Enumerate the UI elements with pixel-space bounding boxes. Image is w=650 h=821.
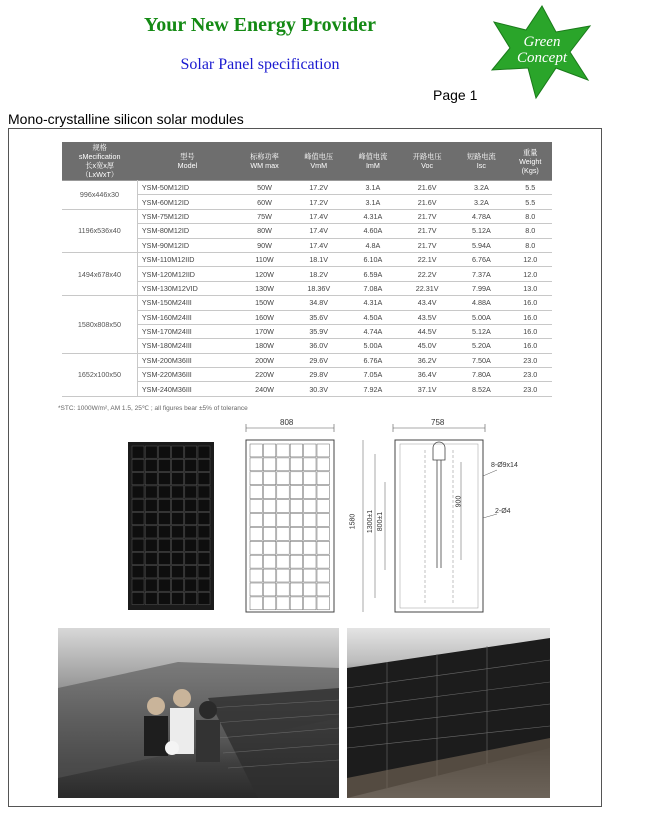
solar-array-rooftop-photo xyxy=(347,628,550,798)
value-cell: 17.4V xyxy=(292,238,346,252)
solar-cell xyxy=(198,513,210,525)
value-cell: 60W xyxy=(237,195,291,209)
height-outer-label: 1300±1 xyxy=(367,509,375,534)
column-header-line: 短路电流 xyxy=(466,152,496,161)
solar-cell xyxy=(158,473,170,485)
tolerance-note: *STC: 1000W/m², AM 1.5, 25℃ ; all figures bear ±5% of tolerance xyxy=(58,405,248,412)
solar-cell xyxy=(132,446,144,458)
value-cell: 50W xyxy=(237,181,291,195)
solar-cell xyxy=(158,526,170,538)
model-cell: YSM-150M24III xyxy=(137,296,237,310)
solar-cell xyxy=(198,486,210,498)
value-cell: 5.5 xyxy=(508,181,552,195)
spec-table xyxy=(62,142,552,397)
solar-cell xyxy=(185,513,197,525)
solar-cell xyxy=(172,566,184,578)
solar-cell xyxy=(132,539,144,551)
value-cell: 90W xyxy=(237,238,291,252)
ground-label: 2-Ø4 xyxy=(495,508,511,515)
value-cell: 12.0 xyxy=(508,267,552,281)
solar-cell xyxy=(158,592,170,604)
value-cell: 8.0 xyxy=(508,224,552,238)
value-cell: 8.0 xyxy=(508,238,552,252)
value-cell: 29.6V xyxy=(292,353,346,367)
solar-cell xyxy=(158,459,170,471)
value-cell: 45.0V xyxy=(400,339,454,353)
solar-cell xyxy=(172,459,184,471)
solar-cell xyxy=(185,526,197,538)
module-cell-grid xyxy=(128,442,214,610)
value-cell: 30.3V xyxy=(292,382,346,396)
value-cell: 17.4V xyxy=(292,209,346,223)
solar-cell xyxy=(158,446,170,458)
value-cell: 5.12A xyxy=(454,324,508,338)
value-cell: 43.4V xyxy=(400,296,454,310)
value-cell: 7.80A xyxy=(454,368,508,382)
value-cell: 4.78A xyxy=(454,209,508,223)
value-cell: 80W xyxy=(237,224,291,238)
value-cell: 200W xyxy=(237,353,291,367)
solar-cell xyxy=(172,499,184,511)
height-total-label: 1580 xyxy=(349,513,357,530)
page-title: Your New Energy Provider xyxy=(143,14,376,36)
table-row xyxy=(62,209,552,223)
solar-cell xyxy=(158,579,170,591)
solar-cell xyxy=(145,459,157,471)
front-width-label: 808 xyxy=(280,418,294,427)
value-cell: 16.0 xyxy=(508,324,552,338)
value-cell: 17.2V xyxy=(292,181,346,195)
solar-cell xyxy=(132,473,144,485)
page-subtitle: Solar Panel specification xyxy=(180,56,340,73)
rooftop-photo-shapes xyxy=(58,628,339,798)
model-cell: YSM-90M12ID xyxy=(137,238,237,252)
value-cell: 4.60A xyxy=(346,224,400,238)
module-back-drawing xyxy=(349,418,525,618)
model-cell: YSM-120M12IID xyxy=(137,267,237,281)
solar-cell xyxy=(132,566,144,578)
solar-cell xyxy=(185,552,197,564)
column-header xyxy=(237,142,291,181)
value-cell: 8.0 xyxy=(508,209,552,223)
value-cell: 18.1V xyxy=(292,252,346,266)
size-cell: 1580x808x50 xyxy=(62,296,137,354)
solar-cell xyxy=(198,446,210,458)
solar-cell xyxy=(145,592,157,604)
value-cell: 7.92A xyxy=(346,382,400,396)
value-cell: 36.4V xyxy=(400,368,454,382)
column-header xyxy=(346,142,400,181)
value-cell: 44.5V xyxy=(400,324,454,338)
solar-cell xyxy=(172,446,184,458)
page-number: Page 1 xyxy=(433,87,478,103)
solar-cell xyxy=(132,552,144,564)
solar-cell xyxy=(132,592,144,604)
solar-cell xyxy=(132,526,144,538)
table-row xyxy=(62,252,552,266)
column-header xyxy=(137,142,237,181)
solar-cell xyxy=(145,513,157,525)
value-cell: 37.1V xyxy=(400,382,454,396)
value-cell: 7.50A xyxy=(454,353,508,367)
value-cell: 120W xyxy=(237,267,291,281)
value-cell: 170W xyxy=(237,324,291,338)
solar-cell xyxy=(185,566,197,578)
solar-cell xyxy=(185,473,197,485)
column-header-line: 长x宽x厚 xyxy=(85,161,115,170)
column-header-line: 峰值电流 xyxy=(358,152,388,161)
solar-cell xyxy=(172,513,184,525)
value-cell: 7.08A xyxy=(346,281,400,295)
solar-cell xyxy=(145,486,157,498)
solar-cell xyxy=(145,499,157,511)
value-cell: 4.31A xyxy=(346,296,400,310)
solar-cell xyxy=(185,539,197,551)
value-cell: 21.6V xyxy=(400,181,454,195)
model-cell: YSM-200M36III xyxy=(137,353,237,367)
solar-cell xyxy=(145,552,157,564)
value-cell: 160W xyxy=(237,310,291,324)
logo-text-green: Green xyxy=(523,34,561,50)
solar-cell xyxy=(132,499,144,511)
solar-cell xyxy=(172,526,184,538)
value-cell: 12.0 xyxy=(508,252,552,266)
value-cell: 16.0 xyxy=(508,339,552,353)
module-front-drawing xyxy=(240,418,340,618)
column-header-line: Voc xyxy=(421,161,434,170)
height-inner-label: 800±1 xyxy=(377,511,385,532)
column-header-line: 标称功率 xyxy=(250,152,279,161)
table-row xyxy=(62,296,552,310)
array-photo-shapes xyxy=(347,628,550,798)
value-cell: 5.12A xyxy=(454,224,508,238)
value-cell: 22.31V xyxy=(400,281,454,295)
back-width-label: 758 xyxy=(431,418,445,427)
value-cell: 150W xyxy=(237,296,291,310)
green-concept-logo xyxy=(486,4,592,100)
value-cell: 6.76A xyxy=(346,353,400,367)
solar-cell xyxy=(158,539,170,551)
junction-gap-label: 900 xyxy=(455,495,463,508)
value-cell: 35.6V xyxy=(292,310,346,324)
solar-cell xyxy=(185,499,197,511)
section-heading: Mono-crystalline silicon solar modules xyxy=(8,111,244,127)
solar-cell xyxy=(198,459,210,471)
value-cell: 240W xyxy=(237,382,291,396)
solar-cell xyxy=(172,486,184,498)
value-cell: 16.0 xyxy=(508,296,552,310)
value-cell: 3.2A xyxy=(454,181,508,195)
solar-cell xyxy=(198,592,210,604)
value-cell: 6.10A xyxy=(346,252,400,266)
logo-text-concept: Concept xyxy=(517,50,567,66)
value-cell: 8.52A xyxy=(454,382,508,396)
column-header-line: 开路电压 xyxy=(412,152,442,161)
solar-cell xyxy=(172,592,184,604)
solar-cell xyxy=(145,579,157,591)
value-cell: 23.0 xyxy=(508,368,552,382)
value-cell: 4.31A xyxy=(346,209,400,223)
value-cell: 21.7V xyxy=(400,238,454,252)
value-cell: 18.2V xyxy=(292,267,346,281)
column-header xyxy=(508,142,552,181)
value-cell: 21.6V xyxy=(400,195,454,209)
module-front-svg xyxy=(240,418,340,618)
value-cell: 18.36V xyxy=(292,281,346,295)
value-cell: 3.2A xyxy=(454,195,508,209)
value-cell: 21.7V xyxy=(400,209,454,223)
solar-cell xyxy=(198,566,210,578)
value-cell: 110W xyxy=(237,252,291,266)
column-header-line: 型号 xyxy=(180,152,195,161)
solar-cell xyxy=(172,473,184,485)
column-header xyxy=(454,142,508,181)
solar-cell xyxy=(132,513,144,525)
model-cell: YSM-110M12IID xyxy=(137,252,237,266)
value-cell: 36.0V xyxy=(292,339,346,353)
solar-cell xyxy=(198,526,210,538)
column-header-line: 规格 xyxy=(92,143,107,152)
value-cell: 7.37A xyxy=(454,267,508,281)
solar-cell xyxy=(158,499,170,511)
value-cell: 4.8A xyxy=(346,238,400,252)
model-cell: YSM-240M36III xyxy=(137,382,237,396)
model-cell: YSM-60M12ID xyxy=(137,195,237,209)
solar-cell xyxy=(185,459,197,471)
model-cell: YSM-130M12VID xyxy=(137,281,237,295)
model-cell: YSM-220M36III xyxy=(137,368,237,382)
size-cell: 1494x678x40 xyxy=(62,252,137,295)
model-cell: YSM-180M24III xyxy=(137,339,237,353)
solar-cell xyxy=(158,513,170,525)
table-row xyxy=(62,181,552,195)
solar-cell xyxy=(145,566,157,578)
size-cell: 1196x536x40 xyxy=(62,209,137,252)
value-cell: 5.00A xyxy=(454,310,508,324)
value-cell: 29.8V xyxy=(292,368,346,382)
solar-cell xyxy=(198,552,210,564)
value-cell: 6.59A xyxy=(346,267,400,281)
model-cell: YSM-160M24III xyxy=(137,310,237,324)
value-cell: 35.9V xyxy=(292,324,346,338)
solar-cell xyxy=(185,446,197,458)
solar-cell xyxy=(185,592,197,604)
column-header xyxy=(400,142,454,181)
model-cell: YSM-75M12ID xyxy=(137,209,237,223)
solar-cell xyxy=(198,539,210,551)
value-cell: 75W xyxy=(237,209,291,223)
size-cell: 1652x100x50 xyxy=(62,353,137,396)
value-cell: 22.1V xyxy=(400,252,454,266)
value-cell: 23.0 xyxy=(508,382,552,396)
value-cell: 6.76A xyxy=(454,252,508,266)
solar-cell xyxy=(132,486,144,498)
model-cell: YSM-50M12ID xyxy=(137,181,237,195)
column-header-line: 重量 xyxy=(523,147,538,157)
column-header-line: 峰值电压 xyxy=(304,152,334,161)
solar-cell xyxy=(145,539,157,551)
value-cell: 17.2V xyxy=(292,195,346,209)
solar-cell xyxy=(172,539,184,551)
solar-cell xyxy=(198,473,210,485)
value-cell: 3.1A xyxy=(346,181,400,195)
solar-cell xyxy=(132,579,144,591)
value-cell: 5.20A xyxy=(454,339,508,353)
value-cell: 43.5V xyxy=(400,310,454,324)
value-cell: 4.88A xyxy=(454,296,508,310)
value-cell: 130W xyxy=(237,281,291,295)
column-header-line: ImM xyxy=(365,161,380,170)
value-cell: 4.50A xyxy=(346,310,400,324)
value-cell: 21.7V xyxy=(400,224,454,238)
solar-cell xyxy=(145,446,157,458)
value-cell: 7.99A xyxy=(454,281,508,295)
value-cell: 22.2V xyxy=(400,267,454,281)
solar-cell xyxy=(198,579,210,591)
value-cell: 5.94A xyxy=(454,238,508,252)
value-cell: 34.8V xyxy=(292,296,346,310)
solar-cell xyxy=(145,473,157,485)
solar-cell xyxy=(158,566,170,578)
value-cell: 7.05A xyxy=(346,368,400,382)
value-cell: 5.00A xyxy=(346,339,400,353)
value-cell: 4.74A xyxy=(346,324,400,338)
model-cell: YSM-170M24III xyxy=(137,324,237,338)
column-header-line: (Kgs) xyxy=(521,165,539,175)
value-cell: 36.2V xyxy=(400,353,454,367)
value-cell: 180W xyxy=(237,339,291,353)
value-cell: 5.5 xyxy=(508,195,552,209)
column-header-line: Model xyxy=(177,161,198,170)
column-header xyxy=(292,142,346,181)
solar-cell xyxy=(158,486,170,498)
value-cell: 23.0 xyxy=(508,353,552,367)
solar-cell xyxy=(158,552,170,564)
solar-cell xyxy=(185,486,197,498)
value-cell: 13.0 xyxy=(508,281,552,295)
solar-cell xyxy=(132,459,144,471)
value-cell: 17.4V xyxy=(292,224,346,238)
module-front-dark xyxy=(128,442,214,610)
solar-cell xyxy=(145,526,157,538)
table-row xyxy=(62,353,552,367)
size-cell: 996x446x30 xyxy=(62,181,137,210)
value-cell: 16.0 xyxy=(508,310,552,324)
holes-label: 8-Ø9x14 xyxy=(491,462,518,469)
column-header-line: sMecification xyxy=(78,152,121,161)
column-header-line: （LxWxT） xyxy=(81,170,119,179)
column-header-line: Weight xyxy=(519,156,542,166)
model-cell: YSM-80M12ID xyxy=(137,224,237,238)
column-header-line: VmM xyxy=(310,161,328,170)
solar-cell xyxy=(172,552,184,564)
value-cell: 3.1A xyxy=(346,195,400,209)
table-body xyxy=(62,181,552,397)
solar-cell xyxy=(198,499,210,511)
column-header-line: WM max xyxy=(250,161,279,170)
column-header xyxy=(62,142,137,181)
value-cell: 220W xyxy=(237,368,291,382)
solar-cell xyxy=(172,579,184,591)
solar-cell xyxy=(185,579,197,591)
installers-rooftop-photo xyxy=(58,628,339,798)
column-header-line: Isc xyxy=(476,161,486,170)
table-header-row xyxy=(62,142,552,181)
